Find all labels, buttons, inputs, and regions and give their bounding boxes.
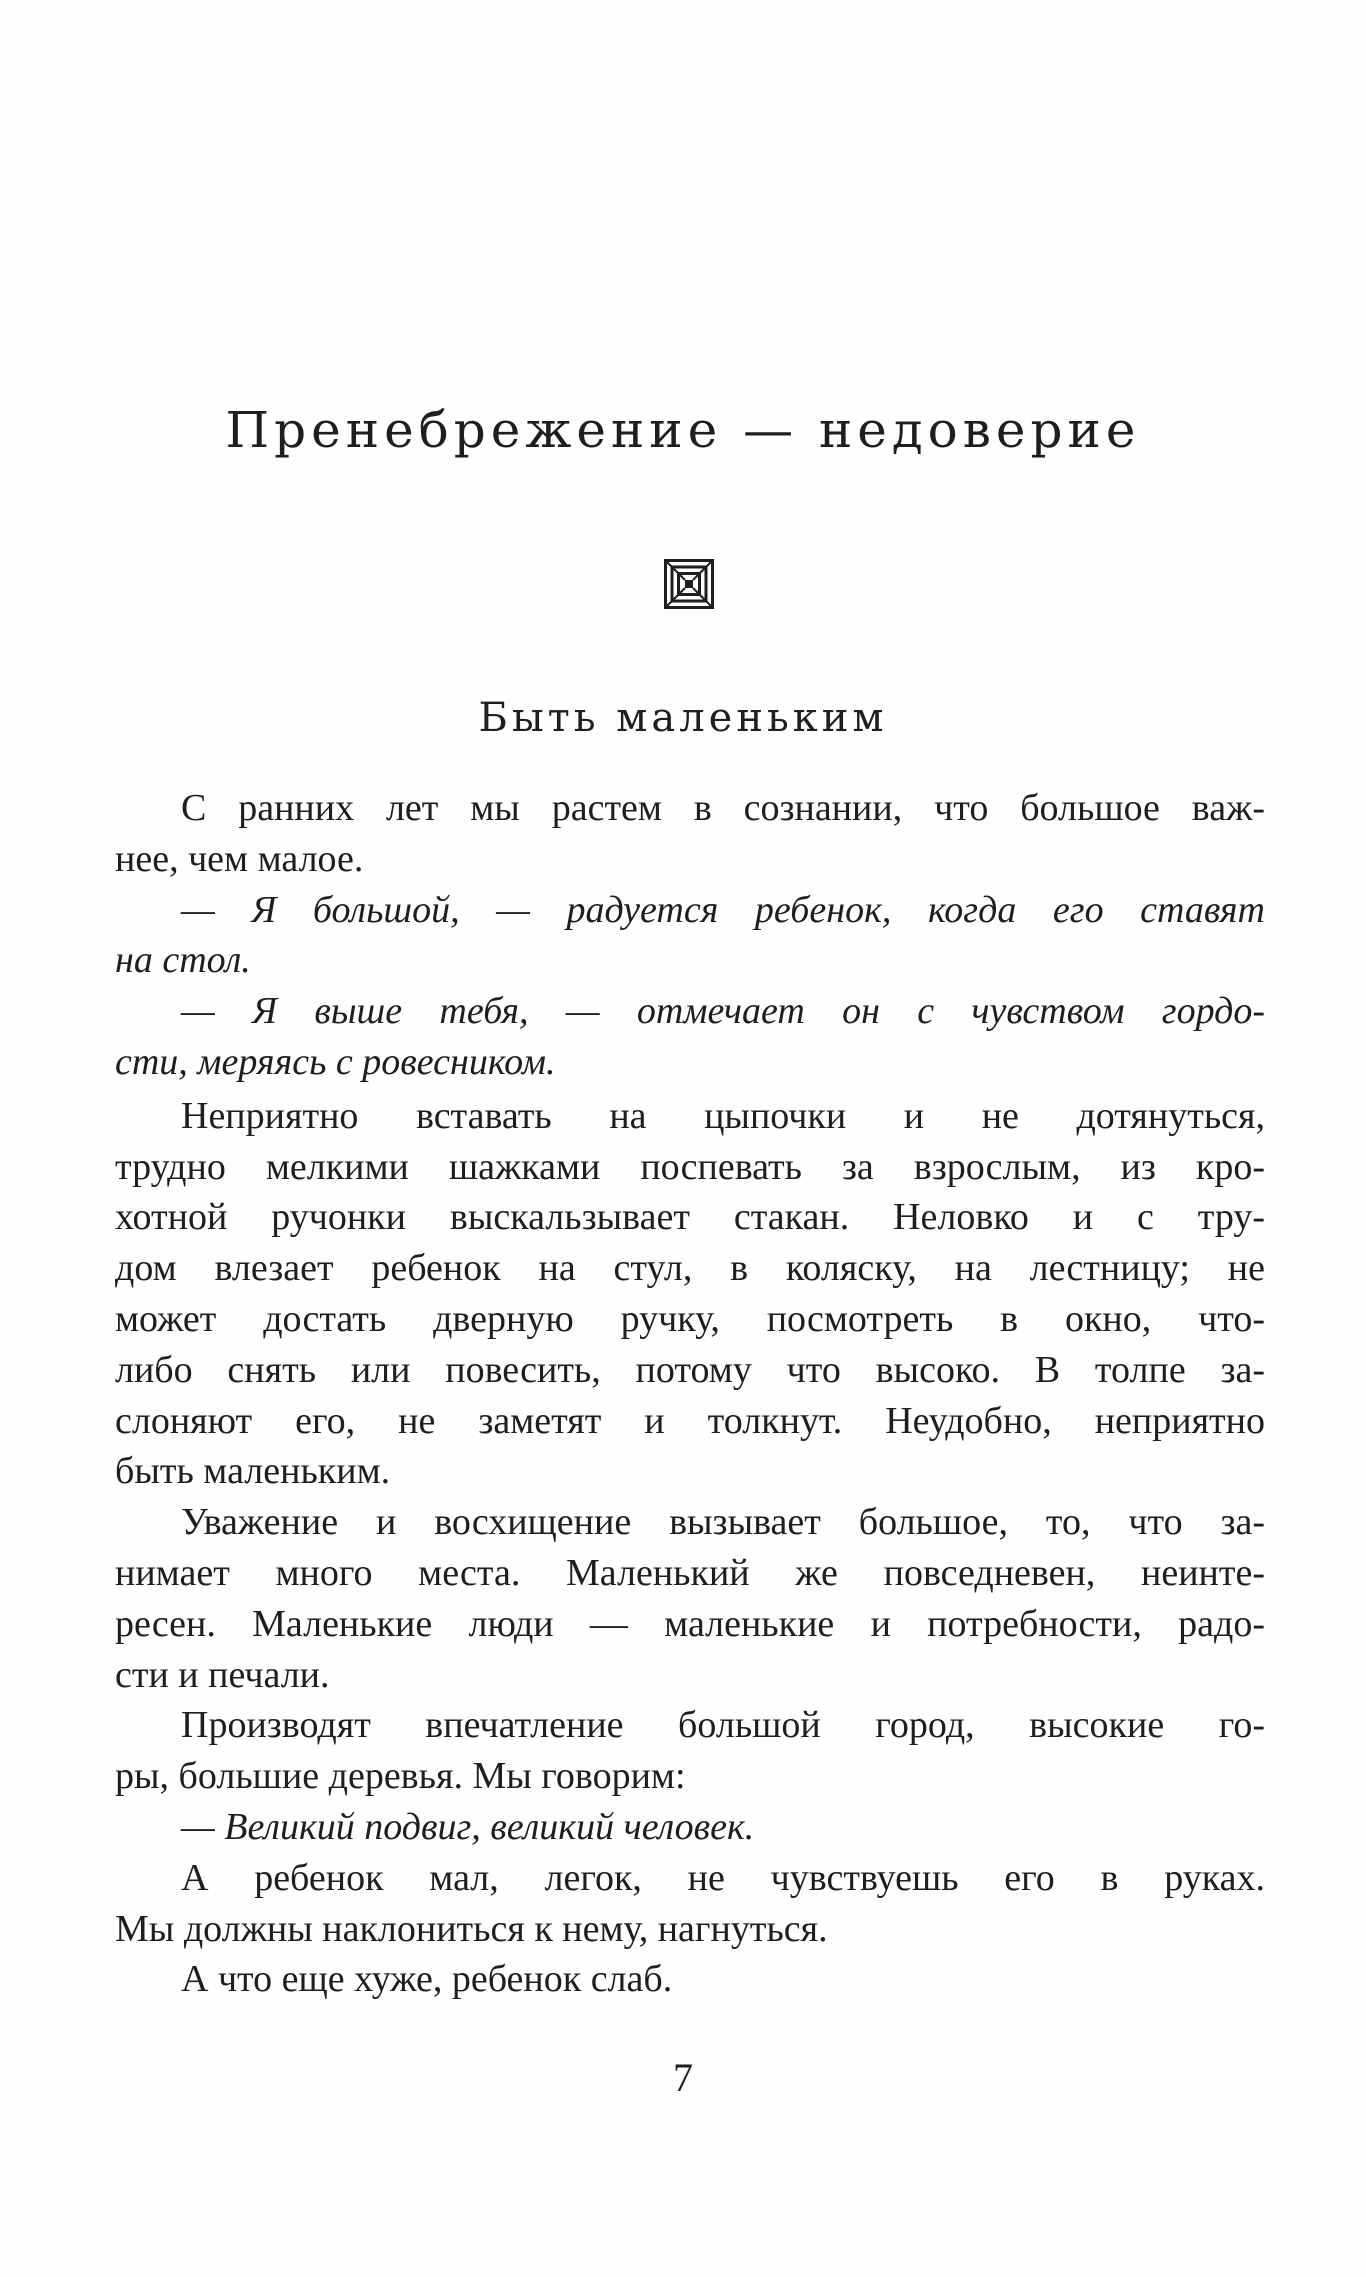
text-line: быть маленьким. — [115, 1450, 391, 1493]
text-line: А ребенок мал, легок, не чувствуешь его в руках. — [181, 1856, 1265, 1899]
page-number: 7 — [673, 2055, 693, 2100]
text-line: Мы должны наклониться к нему, нагнуться. — [115, 1907, 828, 1950]
text-line: Неприятно вставать на цыпочки и не дотянуться, — [181, 1094, 1265, 1137]
text-line: нимает много места. Маленький же повседневен, неинте- — [115, 1551, 1265, 1594]
text-line: С ранних лет мы растем в сознании, что большое важ- — [181, 787, 1265, 829]
text-line: ры, большие деревья. Мы говорим: — [115, 1755, 686, 1798]
text-line: слоняют его, не заметят и толкнут. Неудобно, неприятно — [115, 1399, 1265, 1442]
text-line: может достать дверную ручку, посмотреть в окно, что- — [115, 1297, 1265, 1340]
text-line: Производят впечатление большой город, высокие го- — [181, 1704, 1265, 1747]
dialogue-line: — Я большой, — радуется ребенок, когда его ставят — [181, 888, 1265, 931]
text-line: сти и печали. — [115, 1653, 330, 1696]
section-title: Быть маленьким — [478, 695, 888, 741]
dialogue-line: сти, меряясь с ровесником. — [115, 1040, 556, 1083]
text-line: либо снять или повесить, потому что высоко. В толпе за- — [115, 1348, 1265, 1391]
body-text — [115, 783, 1265, 2005]
text-line: дом влезает ребенок на стул, в коляску, на лестницу; не — [115, 1247, 1265, 1290]
square-maze-ornament-icon — [664, 559, 714, 609]
chapter-title: Пренебрежение — недоверие — [225, 401, 1141, 459]
text-line: А что еще хуже, ребенок слаб. — [181, 1958, 673, 2001]
dialogue-line: на стол. — [115, 939, 251, 982]
text-line: Уважение и восхищение вызывает большое, то, что за- — [181, 1501, 1265, 1544]
dialogue-line: — Великий подвиг, великий человек. — [181, 1805, 755, 1848]
dialogue-line: — Я выше тебя, — отмечает он с чувством гордо- — [181, 990, 1265, 1033]
text-line: нее, чем малое. — [115, 837, 364, 880]
text-line: ресен. Маленькие люди — маленькие и потребности, радо- — [115, 1602, 1265, 1645]
text-line: хотной ручонки выскальзывает стакан. Неловко и с тру- — [115, 1196, 1265, 1239]
text-line: трудно мелкими шажками поспевать за взрослым, из кро- — [115, 1145, 1265, 1188]
